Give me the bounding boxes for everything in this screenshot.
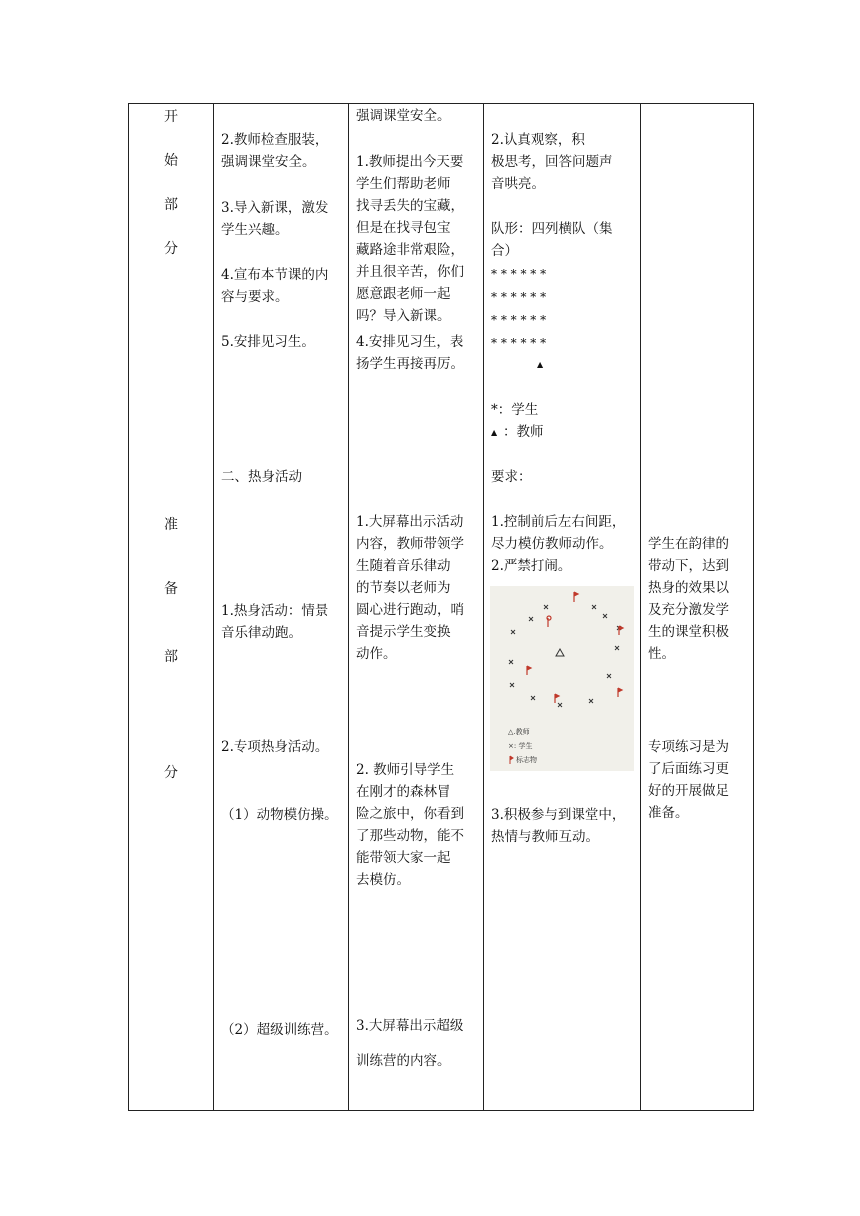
table-col-border <box>213 103 214 1110</box>
section-char: 准 <box>164 517 178 533</box>
requirements-title: 要求： <box>491 469 532 485</box>
purpose-text: 学生在韵律的 带动下，达到 热身的效果以 及充分激发学 生的课堂积极 性。 <box>648 536 729 662</box>
content-item: （1）动物模仿操。 <box>221 807 338 823</box>
teacher-activity: 2. 教师引导学生 在刚才的森林冒 险之旅中，你看到 了那些动物，能不 能带领大家一起 去模仿。 <box>356 762 464 888</box>
table-col-border <box>753 103 754 1110</box>
formation-row: * * * * * * <box>491 313 547 327</box>
teacher-activity: 强调课堂安全。 <box>356 108 451 124</box>
table-col-border <box>483 103 484 1110</box>
teacher-activity: 4.安排见习生，表 扬学生再接再厉。 <box>356 334 464 372</box>
requirements-list: 1.控制前后左右间距， 尽力模仿教师动作。 2.严禁打闹。 <box>491 514 626 574</box>
section-char: 始 <box>164 153 178 169</box>
sketch-legend-teacher: △.教师 <box>508 728 530 736</box>
formation-row: * * * * * * <box>491 290 547 304</box>
content-item: 2.教师检查服装， 强调课堂安全。 <box>221 132 329 170</box>
teacher-activity: 训练营的内容。 <box>356 1053 451 1069</box>
table-col-border <box>348 103 349 1110</box>
content-item: 4.宣布本节课的内 容与要求。 <box>221 267 329 305</box>
student-activity: 2.认真观察，积 极思考，回答问题声 音哄亮。 <box>491 132 613 192</box>
formation-sketch <box>490 586 634 771</box>
section-char: 开 <box>164 109 178 125</box>
legend-teacher: ：教师 <box>503 424 544 440</box>
formation-row: * * * * * * <box>491 336 547 350</box>
content-item: 3.导入新课，激发 学生兴趣。 <box>221 200 329 238</box>
teacher-triangle-icon: ▲ <box>491 428 498 437</box>
warmup-heading: 二、热身活动 <box>221 469 302 485</box>
sketch-legend-student: ×: 学生 <box>508 742 533 750</box>
requirements-list: 3.积极参与到课堂中， 热情与教师互动。 <box>491 807 626 845</box>
table-bottom-border <box>128 1110 754 1111</box>
teacher-triangle-icon: ▲ <box>537 360 544 369</box>
section-char: 部 <box>164 197 178 213</box>
content-item: （2）超级训练营。 <box>221 1022 338 1038</box>
content-item: 1.热身活动：情景 音乐律动跑。 <box>221 603 329 641</box>
sketch-legend-marker: 标志物 <box>516 756 537 764</box>
formation-row: * * * * * * <box>491 267 547 281</box>
table-col-border <box>640 103 641 1110</box>
table-col-border <box>128 103 129 1110</box>
table-top-border <box>128 103 754 104</box>
section-char: 分 <box>164 765 178 781</box>
content-item: 2.专项热身活动。 <box>221 739 329 755</box>
teacher-activity: 3.大屏幕出示超级 <box>356 1018 464 1034</box>
purpose-text: 专项练习是为 了后面练习更 好的开展做足 准备。 <box>648 739 729 821</box>
teacher-activity: 1.大屏幕出示活动 内容，教师带领学 生随着音乐律动 的节奏以老师为 圆心进行跑动，哨 音提示学生变换 动作。 <box>356 514 464 662</box>
circle-formation-diagram <box>490 586 634 771</box>
section-char: 分 <box>164 241 178 257</box>
teacher-activity: 1.教师提出今天要 学生们帮助老师 找寻丢失的宝藏， 但是在找寻包宝 藏路途非常艰险， 并且很辛苦，你们 愿意跟老师一起 吗？导入新课。 <box>356 154 464 324</box>
section-char: 备 <box>164 581 178 597</box>
section-char: 部 <box>164 649 178 665</box>
formation-title: 队形：四列横队（集 合） <box>491 221 613 259</box>
content-item: 5.安排见习生。 <box>221 334 315 350</box>
legend-student: *：学生 <box>491 402 539 418</box>
